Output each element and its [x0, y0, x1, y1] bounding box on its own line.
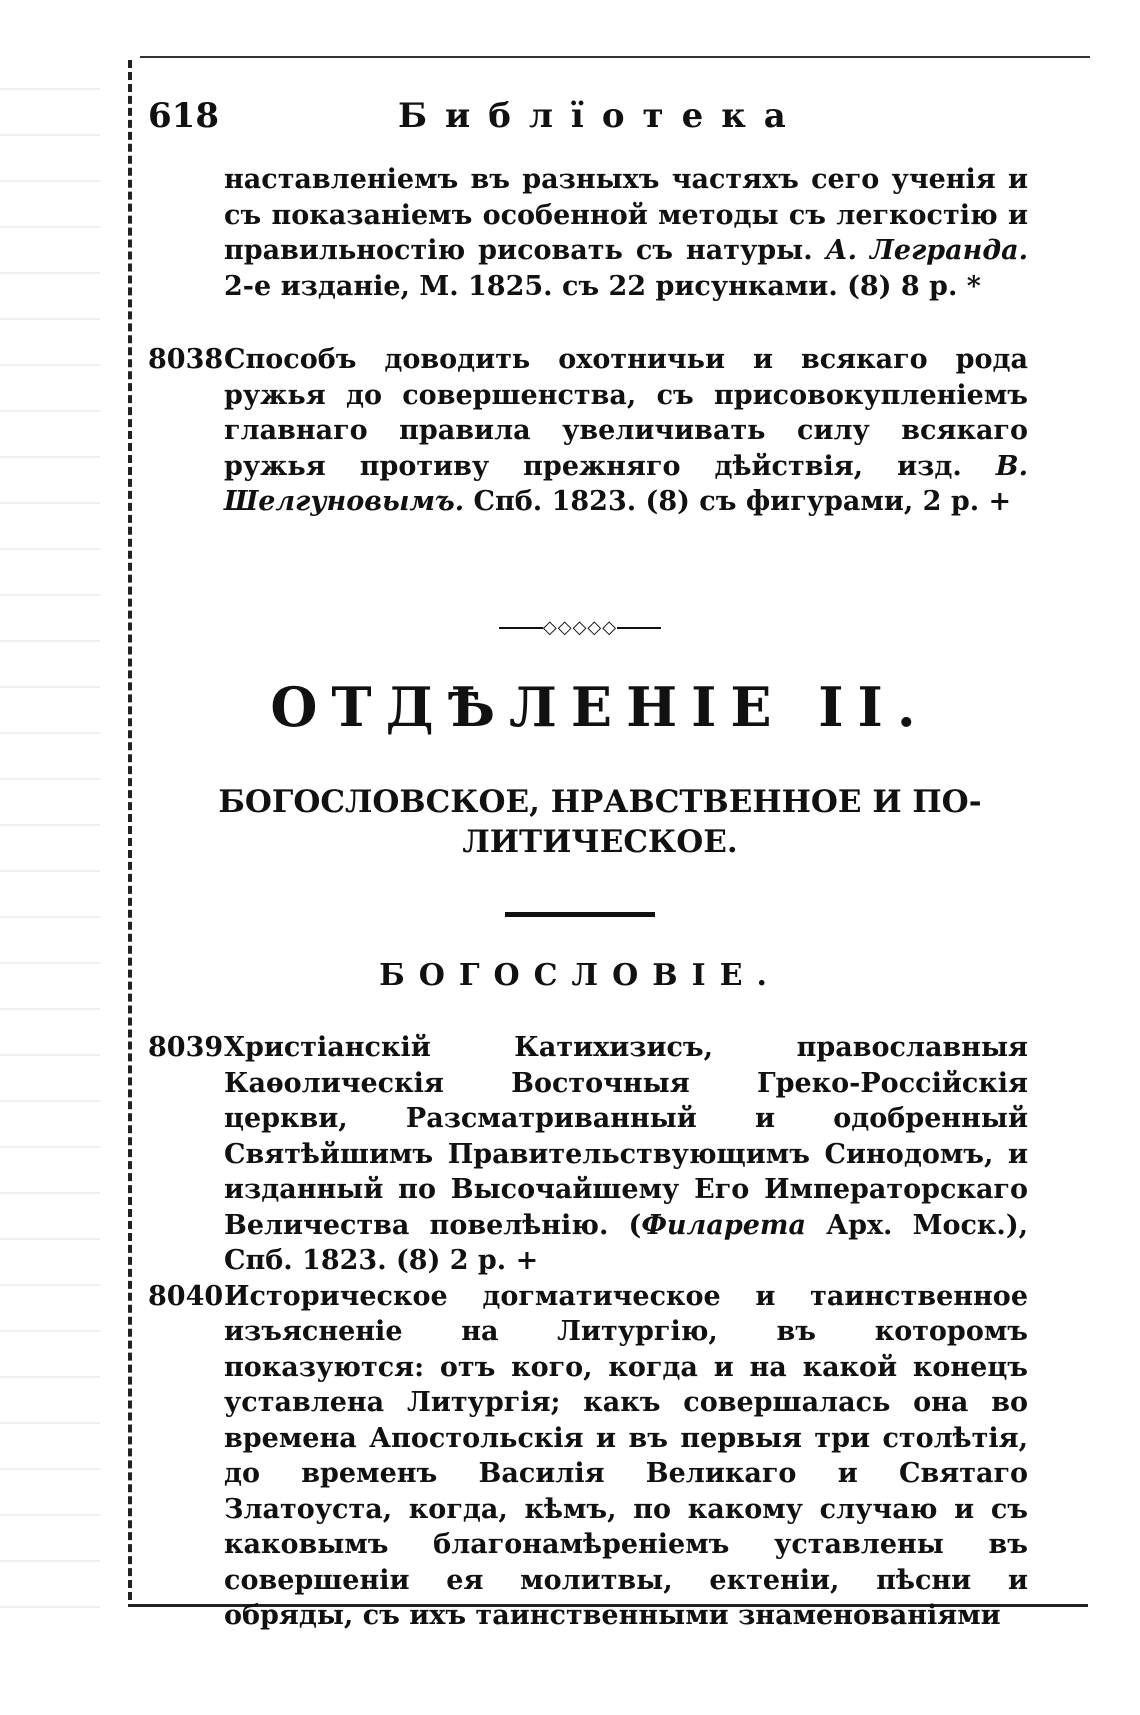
- top-border-rule: [140, 56, 1090, 58]
- entry-list-bottom: [148, 1030, 1028, 1634]
- entry-details: Арх. Моск.), Спб. 1823. (8) 2 р. +: [224, 1209, 1028, 1276]
- continued-entry-details: 2-е изданіе, М. 1825. съ 22 рисунками. (8) 8 р. *: [224, 270, 981, 302]
- entry-list-top: [148, 342, 1028, 520]
- section-heading: ОТДѢЛЕНІЕ II.: [270, 675, 930, 739]
- entry-author: В. Шелгуновымъ.: [224, 450, 1028, 517]
- running-title: Библїотека: [398, 96, 804, 136]
- page-header: [148, 96, 1048, 140]
- section-divider-rule: [505, 912, 655, 917]
- continued-entry: [148, 162, 1028, 304]
- ornament-divider: [480, 618, 680, 638]
- entry-details: Спб. 1823. (8) съ фигурами, 2 р. +: [473, 486, 1012, 517]
- continuation-paragraph: [148, 162, 1028, 304]
- entry-number: 8039: [148, 1032, 224, 1063]
- catalog-entry: [148, 1030, 1028, 1279]
- scan-margin-artifact: [0, 70, 100, 1630]
- ornament-diamonds: ◇◇◇◇◇: [542, 617, 618, 638]
- page-number: 618: [148, 96, 219, 136]
- left-border-rule: [128, 60, 132, 1600]
- entry-number: 8038: [148, 344, 224, 375]
- continued-entry-author: А. Легранда.: [825, 235, 1028, 266]
- entry-text: Христіанскій Катихизисъ, православныя Каѳолическія Восточныя Греко-Россійскія церкви, Разсматриванный и одобренный Святѣйшимъ Правительствующимъ Синодомъ, и изданный по Высочайшему Его Императорскаго Величества повелѣнію. (: [224, 1032, 1028, 1241]
- section-subtitle-line-1: БОГОСЛОВСКОЕ, НРАВСТВЕННОЕ И ПО-: [218, 784, 982, 820]
- entry-text: Способъ доводить охотничьи и всякаго рода ружья до совершенства, съ присовокупленіемъ главнаго правила увеличивать силу всякаго ружья противу прежняго дѣйствія, изд.: [224, 344, 1028, 482]
- continued-entry-text: наставленіемъ въ разныхъ частяхъ сего ученія и съ показаніемъ особенной методы съ легкостію и правильностію рисовать съ натуры.: [224, 164, 1028, 266]
- section-subtitle-line-2: ЛИТИЧЕСКОЕ.: [462, 824, 738, 860]
- entry-text: Историческое догматическое и таинственное изъясненіе на Литургію, въ которомъ показуются: отъ кого, когда и на какой конецъ уставлена Литургія; какъ совершалась она во времена Апостольскія и въ первыя три столѣтія, до временъ Василія Великаго и Святаго Златоуста, когда, кѣмъ, по какому случаю и съ каковымъ благонамѣреніемъ уставлены въ совершеніи ея молитвы, ектеніи, пѣсни и обряды, съ ихъ таинственными знаменованіями: [224, 1280, 1028, 1631]
- entry-number: 8040: [148, 1280, 224, 1312]
- entry-author: Филарета: [641, 1209, 806, 1241]
- catalog-entry: [148, 342, 1028, 520]
- section-subtitle: [180, 782, 1020, 862]
- catalog-entry: [148, 1279, 1028, 1634]
- subsection-heading: БОГОСЛОВІЕ.: [379, 958, 781, 993]
